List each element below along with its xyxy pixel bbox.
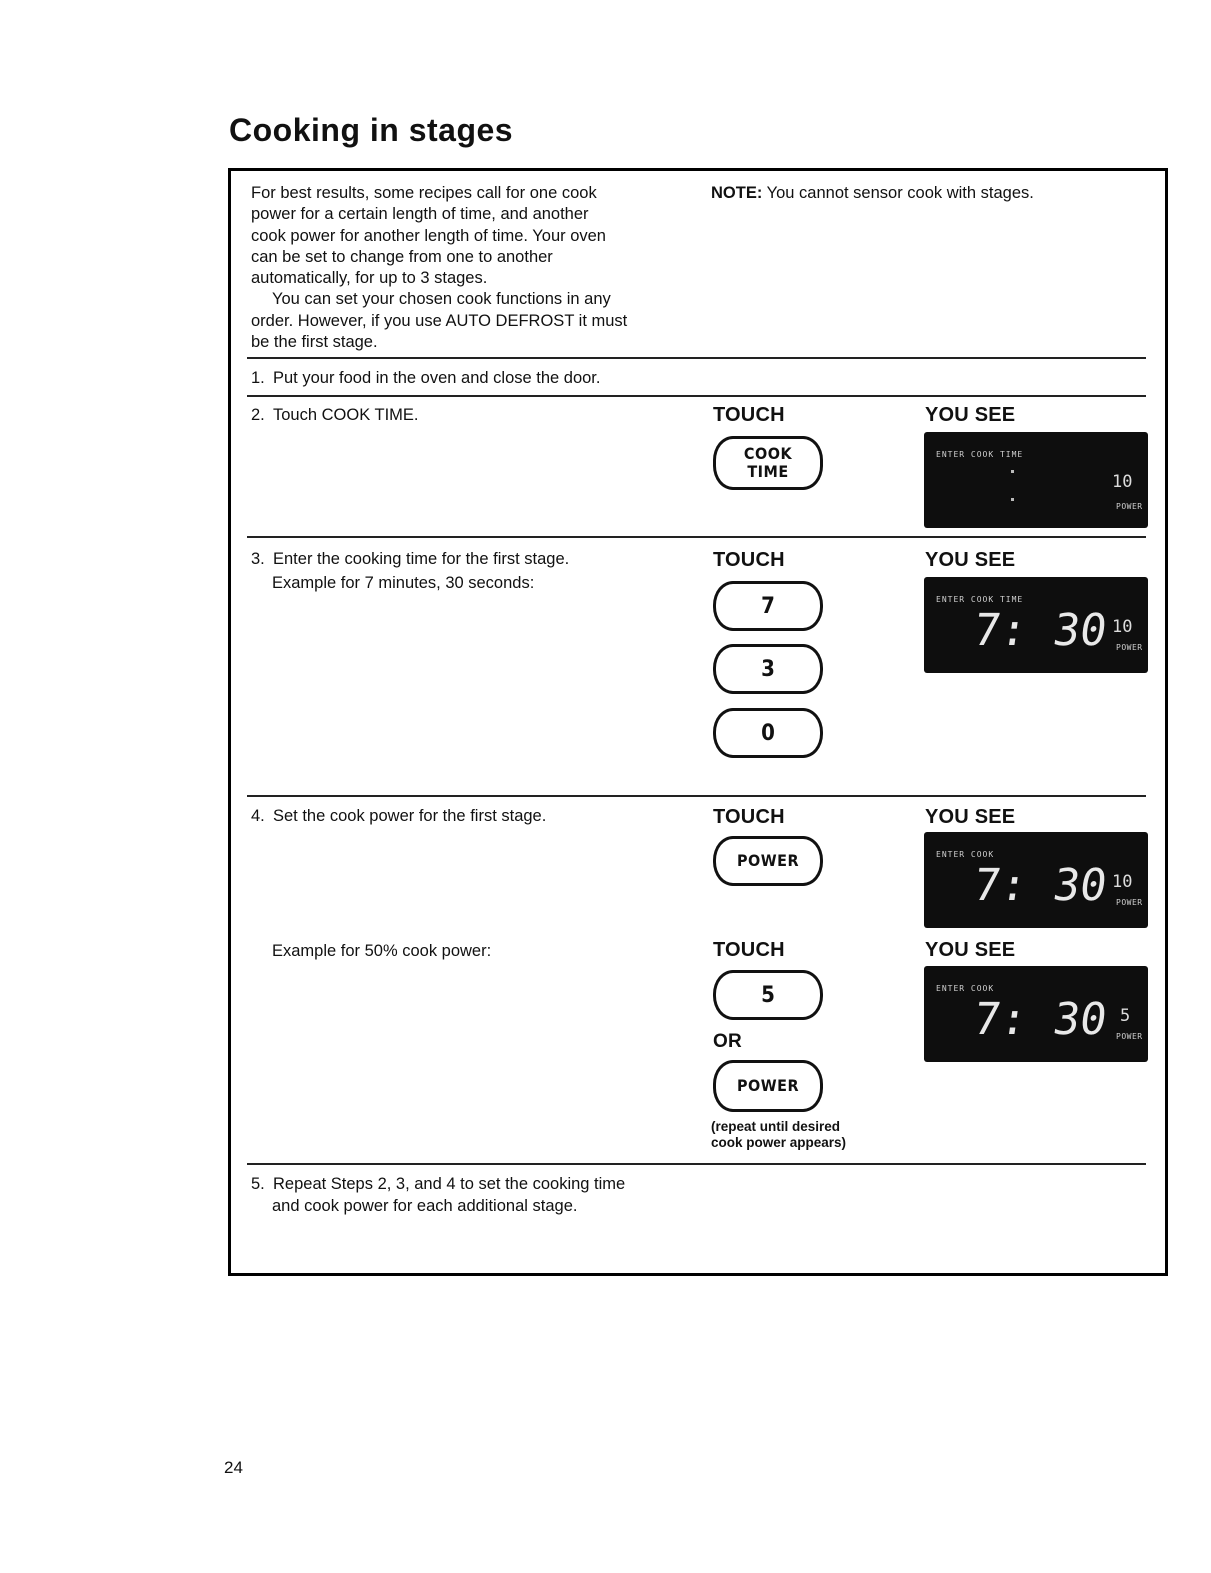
display-time: 7: 30 — [970, 605, 1111, 656]
step-text: Set the cook power for the first stage. — [273, 807, 547, 825]
oven-display — [924, 432, 1148, 528]
step-4 — [251, 806, 546, 828]
page-number: 24 — [224, 1458, 243, 1477]
note-label: NOTE: — [711, 184, 763, 202]
note — [711, 183, 1141, 204]
step-3-example: Example for 7 minutes, 30 seconds: — [272, 574, 535, 592]
number-7-button[interactable] — [713, 581, 823, 631]
step-number: 5. — [251, 1175, 265, 1193]
touch-header: TOUCH — [713, 939, 785, 961]
you-see-header: YOU SEE — [925, 939, 1016, 961]
display-power-level: 10 — [1112, 872, 1133, 892]
power-button[interactable] — [713, 836, 823, 886]
intro-line: cook power for another length of time. Your oven — [251, 226, 606, 245]
intro-line: You can set your chosen cook functions in any — [272, 290, 611, 309]
you-see-header: YOU SEE — [925, 549, 1016, 571]
display-time: 7: 30 — [970, 860, 1111, 911]
step-4-example: Example for 50% cook power: — [272, 942, 492, 960]
button-label: 7 — [761, 593, 775, 619]
number-0-button[interactable] — [713, 708, 823, 758]
display-time: 7: 30 — [970, 994, 1111, 1045]
step-number: 2. — [251, 406, 265, 424]
divider — [247, 795, 1146, 797]
you-see-header: YOU SEE — [925, 806, 1016, 828]
display-power-label: POWER — [1116, 643, 1143, 652]
touch-header: TOUCH — [713, 549, 785, 571]
display-label: ENTER COOK — [936, 850, 995, 859]
step-5 — [251, 1174, 625, 1196]
intro-line: can be set to change from one to another — [251, 247, 553, 266]
step-1 — [251, 368, 600, 390]
display-label: ENTER COOK TIME — [936, 450, 1024, 459]
button-label: COOK — [743, 444, 793, 463]
step-text: Enter the cooking time for the first stage. — [273, 550, 570, 568]
repeat-note-line: cook power appears) — [711, 1135, 847, 1150]
oven-display — [924, 832, 1148, 928]
oven-display — [924, 966, 1148, 1062]
display-power-label: POWER — [1116, 898, 1143, 907]
divider — [247, 1163, 1146, 1165]
power-button[interactable] — [713, 1060, 823, 1112]
display-power-label: POWER — [1116, 502, 1143, 511]
number-3-button[interactable] — [713, 644, 823, 694]
repeat-note-line: (repeat until desired — [711, 1119, 841, 1134]
step-number: 1. — [251, 369, 265, 387]
button-label: 5 — [761, 982, 775, 1008]
button-label: 0 — [761, 720, 775, 746]
number-5-button[interactable] — [713, 970, 823, 1020]
intro-paragraph — [251, 183, 691, 353]
display-dot — [1011, 498, 1014, 501]
step-number: 4. — [251, 807, 265, 825]
oven-display — [924, 577, 1148, 673]
step-3 — [251, 549, 569, 571]
intro-line: power for a certain length of time, and another — [251, 205, 589, 224]
step-5-line-2: and cook power for each additional stage. — [272, 1197, 578, 1215]
step-text: Repeat Steps 2, 3, and 4 to set the cooking time — [273, 1175, 626, 1193]
cook-time-button[interactable] — [713, 436, 823, 490]
button-label: 3 — [761, 656, 775, 682]
note-text: You cannot sensor cook with stages. — [762, 184, 1034, 202]
display-label: ENTER COOK — [936, 984, 995, 993]
display-power-level: 5 — [1120, 1006, 1131, 1026]
step-text: Touch COOK TIME. — [273, 406, 419, 424]
intro-line: order. However, if you use AUTO DEFROST it must — [251, 311, 628, 330]
button-label: POWER — [736, 851, 800, 870]
display-dot — [1011, 470, 1014, 473]
divider — [247, 395, 1146, 397]
display-power-level: 10 — [1112, 472, 1133, 492]
step-text: Put your food in the oven and close the door. — [273, 369, 601, 387]
intro-line: automatically, for up to 3 stages. — [251, 269, 488, 288]
touch-header: TOUCH — [713, 404, 785, 426]
step-number: 3. — [251, 550, 265, 568]
intro-line: For best results, some recipes call for one cook — [251, 184, 597, 202]
display-power-level: 10 — [1112, 617, 1133, 637]
display-power-label: POWER — [1116, 1032, 1143, 1041]
divider — [247, 357, 1146, 359]
button-label: TIME — [747, 462, 789, 481]
intro-line: be the first stage. — [251, 333, 378, 352]
page-title: Cooking in stages — [229, 112, 514, 148]
you-see-header: YOU SEE — [925, 404, 1016, 426]
button-label: POWER — [736, 1076, 800, 1095]
display-label: ENTER COOK TIME — [936, 595, 1024, 604]
step-2 — [251, 405, 419, 427]
touch-header: TOUCH — [713, 806, 785, 828]
divider — [247, 536, 1146, 538]
or-label: OR — [713, 1031, 742, 1052]
repeat-note — [711, 1119, 846, 1151]
